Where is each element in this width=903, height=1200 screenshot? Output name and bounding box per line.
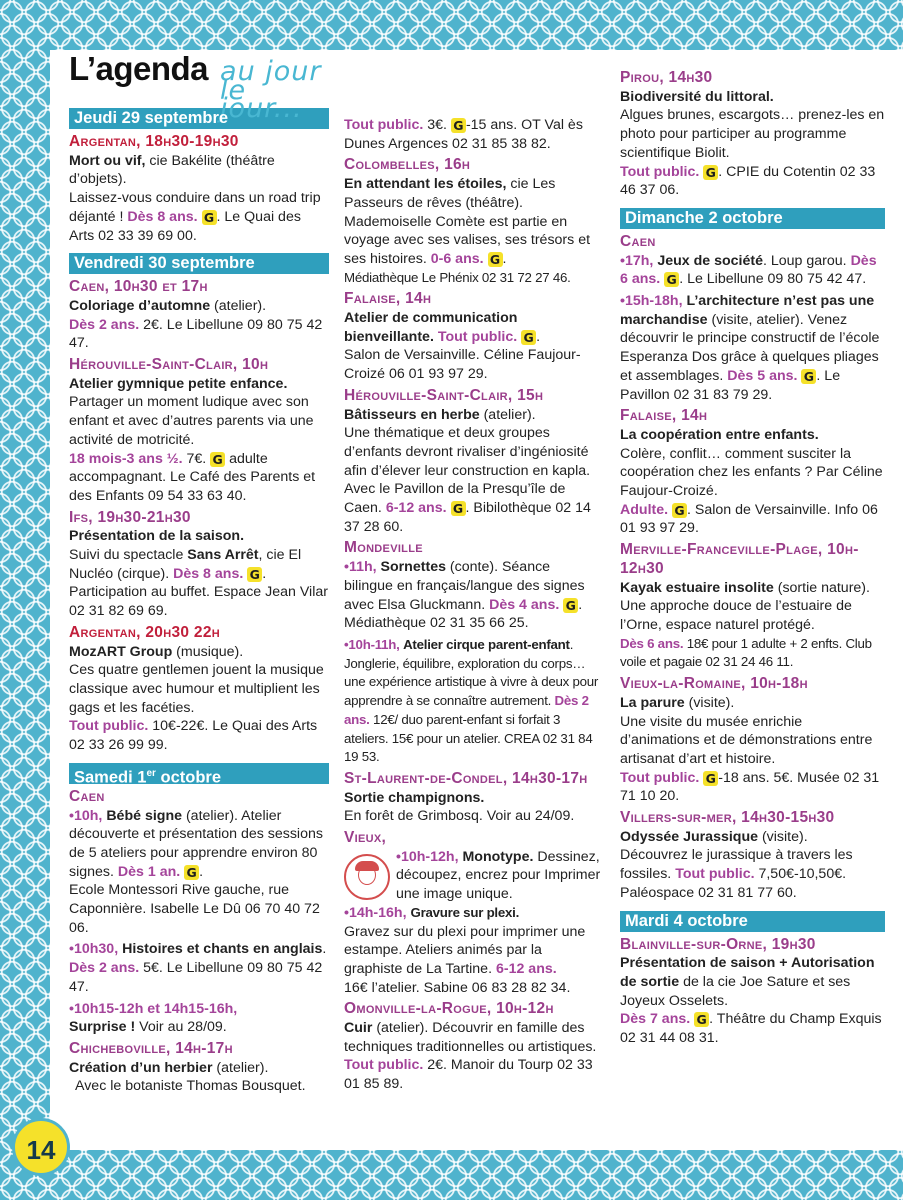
- title-main: L’agenda: [69, 50, 209, 87]
- event-text: . Théâtre du Champ Exquis 02 31 44 08 31.: [620, 1011, 882, 1047]
- event-time: •10h-12h,: [396, 848, 459, 865]
- event-title: Bébé signe: [106, 807, 183, 824]
- age-label: Tout public.: [675, 866, 755, 883]
- event-text: 18€ pour 1 adulte + 2 enfts. Club voile et pagaie 02 31 24 46 11.: [620, 635, 872, 670]
- event-title: La coopération entre enfants.: [620, 426, 819, 443]
- event-location: Vieux,: [344, 829, 387, 847]
- event-text: (atelier).: [212, 1059, 269, 1076]
- event-time: •17h,: [620, 252, 654, 269]
- day-header-jeudi: Jeudi 29 septembre: [69, 108, 329, 129]
- event-location: Caen: [620, 232, 656, 250]
- g-badge-icon: G: [451, 118, 466, 133]
- g-badge-icon: G: [451, 501, 466, 516]
- event-text: Une thématique et deux groupes d’enfants devront rivaliser d’ingéniosité afin d’élever leur construction en kapla. Avec le Pavillon de la Presqu’île de Caen.: [344, 425, 591, 517]
- age-label: 0-6 ans.: [430, 250, 484, 267]
- event-text: 16€ l’atelier. Sabine 06 83 28 82 34.: [344, 979, 571, 996]
- event-location: Omonville-la-Rogue, 10h-12h: [344, 1000, 554, 1018]
- event-item: [344, 116, 602, 153]
- age-label: Dès 5 ans.: [727, 367, 798, 384]
- event-text: . Le Pavillon 02 31 83 79 29.: [620, 367, 841, 403]
- age-label: 18 mois-3 ans ½.: [69, 450, 183, 467]
- age-label: Dès 4 ans.: [489, 596, 560, 613]
- page-number: 14: [12, 1118, 70, 1176]
- event-title: MozART Group: [69, 643, 173, 660]
- event-item: [69, 133, 329, 245]
- event-item: [69, 624, 329, 755]
- event-text: . Salon de Versainville. Info 06 01 93 97 29.: [620, 501, 878, 537]
- age-label: Tout public.: [69, 718, 149, 735]
- event-item: Colombelles, 16h En attendant les étoiles, cie Les Passeurs de rêves (théâtre). Mademoiselle Comète est partie en voyage avec ses valises, ses trésors et ses histoires. 0-6 ans. G . Médiathèque Le Phénix 02 31 72 27 46.: [344, 156, 602, 287]
- event-item: [620, 541, 885, 672]
- event-title: Sans Arrêt: [187, 547, 259, 564]
- event-item: [344, 848, 602, 998]
- event-text: 2€. Manoir du Tourp 02 33 01 85 89.: [344, 1057, 593, 1093]
- event-text: 5€. Le Libellune 09 80 75 42 47.: [69, 960, 323, 995]
- event-title: Présentation de saison + Autorisation de sortie: [620, 955, 875, 990]
- event-location: Pirou, 14h30: [620, 69, 713, 86]
- day-sup: er: [146, 767, 156, 779]
- event-text: (visite, atelier). Venez découvrir le principe constructif de l’école Esperanza Dos grâce à quelques pliages et assemblages.: [620, 311, 880, 384]
- g-badge-icon: G: [703, 771, 718, 786]
- age-label: 6-12 ans.: [385, 500, 447, 517]
- event-text: . Bibilothèque 02 14 37 28 60.: [344, 500, 591, 535]
- event-item: [69, 940, 329, 996]
- day-text: Samedi 1: [74, 768, 147, 787]
- event-text: Algues brunes, escargots… prenez-les en photo pour participer au programme scientifique Biolit.: [620, 107, 885, 161]
- event-text: (atelier). Découvrir en famille des techniques traditionnelles ou artistiques.: [344, 1020, 597, 1055]
- event-location: Caen, 10h30 et 17h: [69, 278, 208, 296]
- event-location: Colombelles, 16h: [344, 156, 471, 174]
- event-text: Médiathèque Le Phénix 02 31 72 27 46.: [344, 269, 571, 285]
- event-text: .: [322, 941, 327, 958]
- event-text: -18 ans. 5€. Musée 02 31 71 10 20.: [620, 769, 880, 805]
- g-badge-icon: G: [664, 272, 679, 287]
- event-text: , cie El Nucléo (cirque).: [69, 547, 302, 582]
- event-item: [620, 809, 885, 903]
- age-label: Dès 2 ans.: [69, 316, 140, 333]
- event-title: Surprise !: [69, 1019, 136, 1036]
- g-badge-icon: G: [488, 252, 503, 267]
- event-text: Suivi du spectacle: [69, 547, 188, 564]
- event-location: Hérouville-Saint-Clair, 10h: [69, 356, 269, 374]
- day-header-dimanche: Dimanche 2 octobre: [620, 208, 885, 229]
- event-text: (visite).: [758, 828, 808, 845]
- event-title: Atelier de communication bienveillante.: [344, 310, 518, 345]
- event-item: [344, 770, 602, 826]
- event-location: Argentan, 18h30-19h30: [69, 133, 239, 150]
- event-title: Histoires et chants en anglais: [122, 941, 323, 958]
- event-title: Odyssée Jurassique: [620, 828, 759, 845]
- event-item: [344, 636, 602, 767]
- event-text: Avec le botaniste Thomas Bousquet.: [75, 1078, 306, 1095]
- g-badge-icon: G: [563, 598, 578, 613]
- event-text: Colère, conflit… comment susciter la coopération chez les enfants ? Par Céline Faujour-Croizé.: [620, 445, 883, 500]
- event-item: [620, 675, 885, 806]
- event-location: Vieux-la-Romaine, 10h-18h: [620, 675, 808, 693]
- event-item: [620, 936, 885, 1048]
- event-time: •11h,: [344, 559, 377, 576]
- event-title: Atelier cirque parent-enfant: [403, 636, 570, 652]
- day-header-mardi: Mardi 4 octobre: [620, 911, 885, 932]
- event-item: [69, 278, 329, 353]
- event-location: Blainville-sur-Orne, 19h30: [620, 935, 816, 953]
- event-title: Bâtisseurs en herbe: [344, 406, 480, 423]
- event-title: Biodiversité du littoral.: [620, 88, 774, 105]
- event-title: Création d’un herbier: [69, 1059, 213, 1076]
- g-badge-icon: G: [184, 865, 199, 880]
- event-text: . Le Libellune 09 80 75 42 47.: [679, 271, 867, 288]
- event-item: [620, 407, 885, 538]
- event-title: En attendant les étoiles,: [344, 176, 507, 193]
- event-item: [620, 69, 885, 200]
- event-text: 2€. Le Libellune 09 80 75 42 47.: [69, 316, 323, 352]
- event-text: Partager un moment ludique avec son enfant et avec d’autres parents via une activité de motricité.: [69, 394, 314, 448]
- age-label: Tout public.: [620, 769, 700, 786]
- event-text: de la cie Joe Sature et ses Joyeux Osselets.: [620, 973, 851, 1009]
- event-item: [69, 1000, 329, 1037]
- event-title: La parure: [620, 694, 685, 711]
- event-text: Participation au buffet. Espace Jean Vilar 02 31 82 69 69.: [69, 584, 328, 620]
- event-location: Falaise, 14h: [344, 290, 432, 308]
- event-item: [69, 1040, 329, 1096]
- event-text: . CPIE du Cotentin 02 33 46 37 06.: [620, 163, 876, 199]
- g-badge-icon: G: [210, 452, 225, 467]
- event-item: •10h, Bébé signe (atelier). Atelier découverte et présentation des sessions de 5 ateliers pour apprendre environ 80 signes. Dès 1 an. G . Ecole Montessori Rive gauche, rue Caponnière. Isabelle Le Dû 06 70 40 72 06.: [69, 807, 329, 938]
- event-location: Hérouville-Saint-Clair, 15h: [344, 386, 544, 404]
- age-label: Dès 2 ans.: [344, 693, 589, 727]
- event-text: . Le Quai des Arts 02 33 39 69 00.: [69, 208, 301, 244]
- illustration-girl-icon: [344, 854, 390, 900]
- event-text: -15 ans. OT Val ès Dunes Argences 02 31 85 38 82.: [344, 117, 583, 152]
- event-text: Voir au 28/09.: [135, 1019, 227, 1036]
- event-location: Merville-Franceville-Plage, 10h-12h30: [620, 541, 859, 577]
- title-script: au jour le jour...: [220, 56, 322, 125]
- event-title: Présentation de la saison.: [69, 528, 245, 545]
- event-location: Mondeville: [344, 539, 423, 557]
- event-title: Monotype.: [462, 848, 534, 865]
- event-text: . Loup garou.: [763, 252, 851, 269]
- day-header-samedi: [69, 763, 329, 787]
- event-text: Médiathèque 02 31 35 66 25.: [344, 615, 529, 632]
- event-location: Caen: [69, 787, 105, 805]
- event-title: Mort ou vif,: [69, 152, 146, 169]
- age-label: Tout public.: [344, 117, 424, 133]
- agenda-page: [50, 50, 903, 1150]
- event-title: Sortie champignons.: [344, 789, 485, 806]
- event-text: Découvrez le jurassique à travers les fossiles.: [620, 847, 853, 883]
- age-label: Dès 8 ans.: [173, 565, 244, 582]
- event-text: Ces quatre gentlemen jouent la musique classique avec humour et multiplient les gags et les facéties.: [69, 662, 324, 716]
- event-item: Ifs, 19h30-21h30 Présentation de la saison. Suivi du spectacle Sans Arrêt, cie El Nucléo (cirque). Dès 8 ans. G . Participation au buffet. Espace Jean Vilar 02 31 82 69 69.: [69, 508, 328, 620]
- event-title: L’architecture n’est pas une marchandise: [620, 293, 875, 328]
- event-item: [69, 356, 329, 506]
- event-text: 3€.: [423, 117, 451, 133]
- age-label: Dès 6 ans.: [620, 252, 877, 288]
- event-text: (atelier). Atelier découverte et présentation des sessions de 5 ateliers pour apprendre environ 80 signes.: [69, 807, 323, 880]
- event-text: . Jonglerie, équilibre, exploration du corps… une expérience artistique à vivre à deux pour apprendre à se connaître autrement.: [344, 636, 599, 709]
- age-label: Dès 8 ans.: [127, 208, 198, 225]
- event-time: •10h15-12h et 14h15-16h,: [69, 1000, 238, 1017]
- event-location: Argentan, 20h30 22h: [69, 623, 220, 641]
- event-title: Gravure sur plexi.: [410, 904, 520, 920]
- event-title: Kayak estuaire insolite: [620, 579, 774, 596]
- event-location: Chicheboville, 14h-17h: [69, 1039, 233, 1057]
- age-label: Tout public.: [620, 163, 700, 180]
- age-label: Dès 7 ans.: [620, 1011, 691, 1028]
- event-text: Gravez sur du plexi pour imprimer une estampe. Ateliers animés par la graphiste de La Tartine.: [344, 923, 586, 977]
- event-location: St-Laurent-de-Condel, 14h30-17h: [344, 769, 588, 787]
- event-text: (musique).: [172, 643, 244, 660]
- age-label: Tout public.: [437, 328, 518, 345]
- event-text: 10€-22€. Le Quai des Arts 02 33 26 99 99.: [69, 718, 318, 754]
- column-2: [344, 116, 602, 1094]
- age-label: Dès 2 ans.: [69, 960, 140, 977]
- g-badge-icon: G: [694, 1012, 709, 1027]
- event-text: Une visite du musée enrichie d’animations et de démonstrations entre artisanat d’art et histoire.: [620, 713, 873, 767]
- event-text: (sortie nature). Une approche douce de l’estuaire de l’Orne, espace naturel protégé.: [620, 579, 870, 633]
- event-text: cie Bakélite (théâtre d’objets).: [69, 152, 275, 188]
- g-badge-icon: G: [247, 567, 262, 582]
- event-text: (visite).: [684, 694, 735, 711]
- event-text: (atelier).: [210, 297, 267, 314]
- event-title: Coloriage d’automne: [69, 297, 211, 314]
- event-item: [344, 1000, 602, 1094]
- event-title: Cuir: [344, 1020, 373, 1037]
- g-badge-icon: G: [202, 210, 217, 225]
- event-item: •11h, Sornettes (conte). Séance bilingue en français/langue des signes avec Elsa Gluckmann. Dès 4 ans. G . Médiathèque 02 31 35 66 25.: [344, 558, 602, 633]
- event-location: Falaise, 14h: [620, 407, 708, 425]
- event-text: 12€/ duo parent-enfant si forfait 3 ateliers. 15€ pour un atelier. CREA 02 31 84 19 53.: [344, 711, 593, 765]
- age-label: Tout public.: [344, 1057, 424, 1074]
- event-text: (atelier).: [479, 406, 536, 423]
- event-location: Ifs, 19h30-21h30: [69, 508, 191, 526]
- event-text: 7€.: [182, 450, 211, 467]
- event-item: [620, 292, 885, 404]
- event-time: •10h-11h,: [344, 636, 400, 652]
- g-badge-icon: G: [521, 330, 536, 345]
- event-text: Dessinez, découpez, encrez pour Imprimer une image unique.: [396, 848, 601, 903]
- age-label: Dès 6 ans.: [620, 635, 684, 651]
- event-location: Villers-sur-mer, 14h30-15h30: [620, 809, 835, 827]
- day-text: octobre: [155, 768, 222, 787]
- g-badge-icon: G: [703, 165, 718, 180]
- event-time: •10h30,: [69, 941, 119, 958]
- event-item: [620, 252, 885, 289]
- g-badge-icon: G: [801, 369, 816, 384]
- event-text: cie Les Passeurs de rêves (théâtre). Mademoiselle Comète est partie en voyage avec ses valises, ses trésors et ses histoires.: [344, 176, 591, 267]
- event-text: Laissez-vous conduire dans un road trip déjanté !: [69, 190, 321, 225]
- column-1: [69, 50, 329, 1096]
- event-text: Salon de Versainville. Céline Faujour-Croizé 06 01 93 97 29.: [344, 347, 581, 383]
- age-label: Adulte.: [620, 501, 669, 518]
- g-badge-icon: G: [672, 503, 687, 518]
- event-title: Jeux de société: [657, 252, 763, 269]
- event-text: (conte). Séance bilingue en français/langue des signes avec Elsa Gluckmann.: [344, 559, 585, 613]
- column-3: [620, 66, 885, 1048]
- event-item: Falaise, 14h Atelier de communication bienveillante. Tout public. G . Salon de Versainville. Céline Faujour-Croizé 06 01 93 97 29.: [344, 290, 602, 384]
- event-time: •14h-16h,: [344, 904, 407, 921]
- event-text: 7,50€-10,50€. Paléospace 02 31 81 77 60.: [620, 866, 847, 901]
- age-label: 6-12 ans.: [495, 960, 557, 977]
- event-time: •10h,: [69, 807, 103, 824]
- age-label: Dès 1 an.: [117, 863, 181, 880]
- event-text: En forêt de Grimbosq. Voir au 24/09.: [344, 808, 575, 825]
- event-title: Atelier gymnique petite enfance.: [69, 375, 288, 392]
- event-text: Ecole Montessori Rive gauche, rue Caponnière. Isabelle Le Dû 06 70 40 72 06.: [69, 882, 320, 936]
- event-text: adulte accompagnant. Le Café des Parents et des Enfants 09 54 33 63 40.: [69, 450, 316, 504]
- day-header-vendredi: Vendredi 30 septembre: [69, 253, 329, 274]
- event-item: [344, 387, 602, 537]
- event-time: •15h-18h,: [620, 293, 683, 310]
- event-title: Sornettes: [380, 559, 446, 576]
